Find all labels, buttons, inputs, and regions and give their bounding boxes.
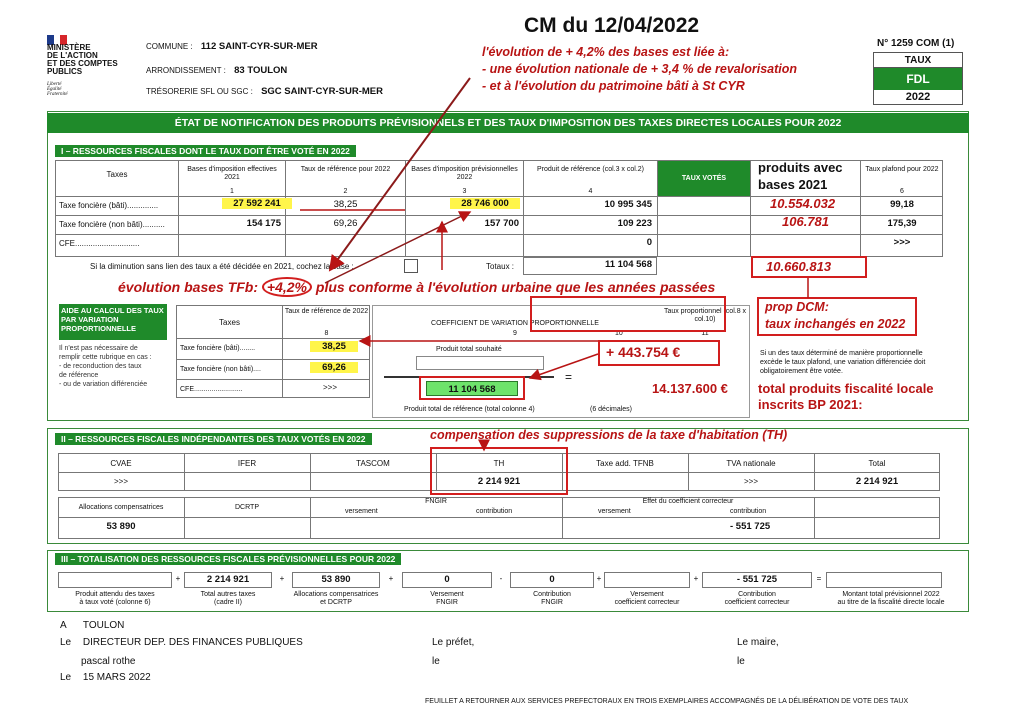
aide-taxes-header: Taxes (219, 318, 240, 327)
base-2022-value: 157 700 (484, 218, 519, 229)
prefet-label: Le préfet, (432, 637, 475, 648)
commune-label: COMMUNE : (146, 42, 193, 51)
aide-note-line: - de reconduction des taux (59, 363, 142, 370)
section1-title: I – RESSOURCES FISCALES DONT LE TAUX DOIT ÊTRE VOTÉ EN 2022 (55, 145, 356, 157)
totaux-value: 11 104 568 (604, 259, 652, 270)
s3-label-line: coefficient correcteur (724, 599, 790, 606)
s3-label-line: Produit attendu des taxes (75, 591, 155, 598)
year-label: 2022 (905, 91, 931, 103)
s3-value: 2 214 921 (206, 574, 250, 585)
effet-versement: versement (598, 508, 631, 515)
col-number: 4 (588, 188, 593, 195)
arrondissement-value: 83 TOULON (234, 65, 288, 76)
s2-value: >>> (743, 477, 758, 486)
total-label-line: inscrits BP 2021: (758, 397, 863, 412)
s3-operator: + (279, 574, 285, 583)
s3-value: 53 890 (321, 574, 351, 585)
s2-header: CVAE (110, 459, 132, 468)
side-note-line: Si un des taux déterminé de manière proportionnelle (760, 350, 923, 357)
s3-label-line: à taux voté (colonne 6) (79, 599, 151, 606)
col-number: 11 (701, 330, 709, 337)
col-number: 2 (343, 188, 348, 195)
maire-le: le (737, 656, 745, 667)
effet-contribution: contribution (730, 508, 767, 515)
taux-plafond-value: >>> (893, 237, 911, 248)
s3-operator: + (388, 574, 394, 583)
total-label-line: total produits fiscalité locale (758, 381, 934, 396)
header-bases-2021: Bases d'imposition effectives 2021 (187, 166, 277, 181)
footer-le-label: Le (60, 637, 72, 648)
s3-label-line: FNGIR (541, 599, 563, 606)
base-2022-value: 28 746 000 (450, 198, 520, 209)
aide-note-line: - ou de variation différenciée (59, 381, 148, 388)
s3-value: 0 (444, 574, 450, 585)
dcrtp-label: DCRTP (235, 504, 259, 511)
s3-operator: = (816, 574, 822, 583)
s2-value: 2 214 921 (855, 476, 899, 487)
row-tax-name: Taxe foncière (non bâti).......... (59, 220, 165, 229)
decimales-label: (6 décimales) (590, 406, 633, 413)
produit-tfnb-2021: 106.781 (782, 214, 829, 229)
s2-value: 2 214 921 (477, 476, 521, 487)
aide-note-line: Il n'est pas nécessaire de (59, 345, 138, 352)
aide-note-line: de référence (59, 372, 99, 379)
taux-plafond-value: 99,18 (890, 199, 914, 210)
aide-row-tax: Taxe foncière (bâti)........ (180, 345, 256, 352)
s3-operator: + (596, 574, 602, 583)
produit-ref-value: 109 223 (617, 218, 652, 229)
header-taxes: Taxes (106, 170, 128, 179)
aide-row-tax: CFE......................... (180, 386, 243, 393)
s3-label-line: et DCRTP (320, 599, 352, 606)
prefet-le: le (432, 656, 440, 667)
commune-value: 112 SAINT-CYR-SUR-MER (200, 41, 318, 52)
taux-ref-value: 69,26 (333, 218, 358, 229)
taux-plafond-value: 175,39 (887, 218, 917, 229)
col-number: 3 (462, 188, 467, 195)
equals-sign: = (565, 370, 573, 384)
produit-tfb-2021: 10.554.032 (770, 196, 836, 211)
coef-header: COEFFICIENT DE VARIATION PROPORTIONNELLE (431, 320, 599, 327)
s3-label-line: FNGIR (436, 599, 458, 606)
row-tax-name: Taxe foncière (bâti).............. (59, 201, 159, 210)
effet-value: - 551 725 (730, 521, 771, 532)
total-2021: 10.660.813 (766, 259, 832, 274)
effet-label: Effet du coefficient correcteur (642, 498, 734, 505)
annotation-line: - et à l'évolution du patrimoine bâti à St CYR (482, 79, 745, 93)
aide-ref-rate: 38,25 (310, 341, 358, 352)
aide-title: AIDE AU CALCUL DES TAUX PAR VARIATION PROPORTIONNELLE (59, 304, 167, 340)
s3-label-line: Total autres taxes (200, 591, 256, 598)
director-name: pascal rothe (81, 656, 136, 667)
total-2022: 14.137.600 € (652, 381, 728, 396)
aide-note-line: remplir cette rubrique en cas : (59, 354, 152, 361)
s2-header: Taxe add. TFNB (596, 459, 654, 468)
produit-souhaite-label: Produit total souhaité (436, 346, 502, 353)
alloc-value: 53 890 (106, 521, 136, 532)
motto-line: Fraternité (47, 92, 68, 97)
fngir-contribution: contribution (476, 508, 513, 515)
aide-ref-header: Taux de référence de 2022 (284, 308, 369, 315)
produit-ref-label: Produit total de référence (total colonne 4) (404, 406, 535, 413)
s3-label-line: Contribution (738, 591, 776, 598)
col-number: 6 (900, 188, 904, 195)
taux-ref-value: 38,25 (333, 199, 358, 210)
header-produit-ref: Produit de référence (col.3 x col.2) (537, 166, 644, 173)
s2-header: TASCOM (356, 459, 390, 468)
fngir-label: FNGIR (425, 498, 447, 505)
section2-title: II – RESSOURCES FISCALES INDÉPENDANTES DES TAUX VOTÉS EN 2022 (55, 433, 372, 445)
increase-value: + 443.754 € (606, 344, 681, 360)
tresorerie-value: SGC SAINT-CYR-SUR-MER (261, 86, 383, 97)
annotation-line: - une évolution nationale de + 3,4 % de revalorisation (482, 62, 798, 76)
ministry-line: DE L'ACTION (47, 51, 98, 60)
annotation-line: l'évolution de + 4,2% des bases est liée à: (482, 45, 730, 59)
footer-a-value: TOULON (82, 620, 125, 631)
s3-label-line: (cadre II) (213, 599, 242, 606)
maire-label: Le maire, (737, 637, 779, 648)
s2-value: >>> (113, 477, 128, 486)
prop-header: Taux proportionnel (col.8 x col.10) (663, 308, 747, 323)
aide-ref-rate: 69,26 (310, 362, 358, 373)
s3-label-line: Montant total prévisionnel 2022 (842, 591, 940, 598)
taux-label: TAUX (874, 53, 962, 68)
ministry-line: MINISTÈRE (47, 43, 91, 52)
col-number: 10 (615, 330, 623, 337)
produits-line: bases 2021 (758, 177, 828, 192)
produits-line: produits avec (758, 160, 843, 175)
side-note-line: obligatoirement être votée. (760, 368, 843, 375)
s3-value: 0 (549, 574, 555, 585)
s3-label-line: au titre de la fiscalité directe locale (837, 599, 945, 606)
page-title: CM du 12/04/2022 (524, 14, 700, 37)
section3-title: III – TOTALISATION DES RESSOURCES FISCALES PRÉVISIONNELLES POUR 2022 (55, 553, 401, 565)
alloc-label: Allocations compensatrices (78, 504, 164, 511)
produit-ref-total: 11 104 568 (426, 381, 518, 396)
s3-label-line: Allocations compensatrices (293, 591, 379, 598)
s3-operator: + (693, 574, 699, 583)
checkbox-text: Si la diminution sans lien des taux a été décidée en 2021, cochez la case : (90, 262, 354, 271)
s2-header: TVA nationale (726, 459, 776, 468)
fdl-label: FDL (874, 68, 962, 90)
produit-ref-value: 10 995 345 (604, 199, 652, 210)
director-title: DIRECTEUR DEP. DES FINANCES PUBLIQUES (82, 637, 303, 648)
s3-operator: + (175, 574, 181, 583)
compensation-annotation: compensation des suppressions de la taxe d'habitation (TH) (430, 428, 788, 442)
arrondissement-label: ARRONDISSEMENT : (146, 66, 226, 75)
footer-le-label: Le (60, 672, 72, 683)
row-tax-name: CFE............................. (59, 239, 140, 248)
footer-a-label: A (60, 620, 67, 631)
footer-note: FEUILLET A RETOURNER AUX SERVICES PREFECTORAUX EN TROIS EXEMPLAIRES ACCOMPAGNÉS DE LA DÉLIBÉRATION DE VOTE DES TAUX (425, 698, 909, 705)
header-taux-votes: TAUX VOTÉS (658, 161, 750, 196)
evolution-pct: +4,2% (262, 277, 312, 297)
header-bases-2022: Bases d'imposition prévisionnelles 2022 (411, 166, 518, 181)
header-taux-ref: Taux de référence pour 2022 (300, 166, 391, 173)
evolution-post: plus conforme à l'évolution urbaine que les années passées (315, 279, 716, 295)
header-taux-plafond: Taux plafond pour 2022 (865, 166, 939, 173)
col-number: 9 (513, 330, 517, 337)
arrow-evolution (330, 78, 470, 270)
evolution-pre: évolution bases TFb: (118, 279, 259, 295)
s3-label-line: Versement (630, 591, 664, 598)
main-title: ÉTAT DE NOTIFICATION DES PRODUITS PRÉVISIONNELS ET DES TAUX D'IMPOSITION DES TAXES DIRECTES LOCALES POUR 2022 (47, 113, 969, 133)
footer-date-value: 15 MARS 2022 (82, 672, 151, 683)
col-number: 8 (324, 330, 329, 337)
form-number: N° 1259 COM (1) (877, 38, 955, 49)
s3-label-line: Contribution (533, 591, 571, 598)
totaux-label: Totaux : (486, 262, 515, 271)
ministry-line: ET DES COMPTES (47, 59, 118, 68)
side-note-line: excède le taux plafond, une variation différenciée doit (760, 359, 926, 366)
produit-ref-value: 0 (646, 237, 652, 248)
motto-line: Liberté (47, 82, 62, 87)
aide-row-tax: Taxe foncière (non bâti).... (180, 366, 261, 373)
s3-value: - 551 725 (736, 574, 778, 585)
s2-header: Total (868, 459, 886, 468)
s2-header: TH (493, 459, 505, 468)
s3-operator: - (499, 574, 503, 583)
ministry-line: PUBLICS (47, 67, 83, 76)
col-number: 1 (230, 188, 234, 195)
tresorerie-label: TRÉSORERIE SFL OU SGC : (146, 87, 253, 96)
aide-ref-rate: >>> (322, 383, 337, 392)
fngir-versement: versement (345, 508, 378, 515)
s3-label-line: coefficient correcteur (614, 599, 680, 606)
s3-label-line: Versement (430, 591, 464, 598)
prop-dcm-line: taux inchangés en 2022 (765, 317, 906, 331)
base-2021-value: 27 592 241 (222, 198, 292, 209)
s2-header: IFER (237, 459, 257, 468)
base-2021-value: 154 175 (246, 218, 281, 229)
motto-line: Égalité (47, 87, 62, 92)
prop-dcm-line: prop DCM: (765, 300, 829, 314)
arrow-increase (530, 354, 598, 378)
